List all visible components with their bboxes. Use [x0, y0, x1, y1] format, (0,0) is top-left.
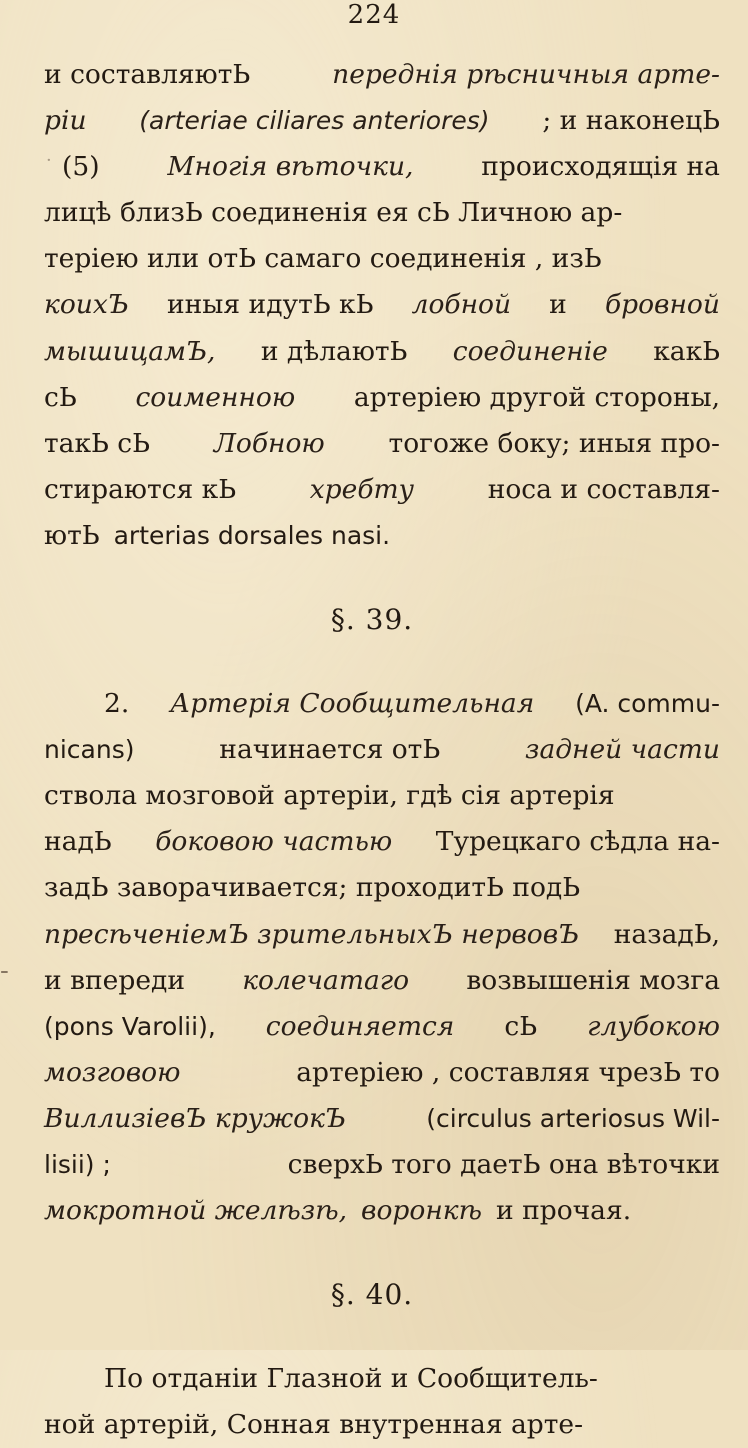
italic-term: (arteriae ciliares anteriores) [139, 106, 490, 136]
italic-term: лобной [411, 289, 512, 321]
italic-term: мокротной желѣзѣ, [44, 1195, 348, 1227]
ink-speck: · [46, 150, 52, 171]
text-segment: (circulus arteriosus Wil- [426, 1103, 720, 1133]
italic-term: задней части [524, 734, 720, 766]
text-line [44, 467, 720, 513]
text-segment: ; и наконецЬ [542, 105, 720, 137]
italic-term: коихЪ [44, 289, 129, 321]
text-line [44, 375, 720, 421]
text-segment: какЬ [653, 335, 720, 367]
text-segment: лицѣ близЬ соединенія ея сЬ Личною ар- [44, 197, 623, 229]
text-line [44, 865, 720, 911]
text-segment: (5) [62, 151, 100, 183]
text-segment: Турецкаго сѣдла на- [435, 826, 720, 858]
italic-term: глубокою [587, 1010, 720, 1042]
italic-term: хребту [309, 473, 415, 505]
text-line [44, 282, 720, 328]
italic-term: ВиллизіевЪ кружокЪ [44, 1102, 346, 1134]
page-number: 224 [347, 0, 401, 30]
italic-term: ріи [44, 105, 87, 137]
text-segment: артеріею другой стороны, [353, 381, 720, 413]
text-line [44, 819, 720, 865]
text-line [44, 1096, 720, 1142]
text-line [44, 144, 720, 190]
text-segment: и прочая. [496, 1195, 632, 1227]
text-segment: иныя идутЬ кЬ [166, 289, 374, 321]
text-line [44, 958, 720, 1004]
italic-term: колечатаго [242, 964, 410, 996]
text-line [44, 236, 720, 282]
text-segment: артеріею , составляя чрезЬ то [296, 1056, 720, 1088]
text-segment: сверхЬ того даетЬ она вѣточки [287, 1148, 720, 1180]
text-line [44, 98, 720, 144]
paragraph-section-39 [44, 681, 720, 1234]
text-segment: тогоже боку; иныя про- [388, 427, 720, 459]
italic-term: Артерія Сообщительная [170, 688, 535, 720]
italic-term: переднія рѣсничныя арте- [332, 59, 720, 90]
text-segment: По отданіи Глазной и Сообщитель- [104, 1363, 598, 1395]
text-line [44, 1402, 720, 1448]
text-segment: (pons Varolii), [44, 1011, 216, 1041]
italic-term: соименною [135, 381, 296, 413]
text-segment: носа и составля- [487, 473, 720, 505]
italic-term: воронкѣ [361, 1195, 482, 1227]
text-line [44, 912, 720, 958]
text-segment: сЬ [44, 381, 77, 413]
text-segment: назадЬ, [613, 918, 720, 950]
text-segment: ютЬ [44, 519, 100, 551]
italic-term: мозговою [44, 1056, 181, 1088]
italic-term: Лобною [213, 427, 325, 459]
paragraph-arteries-continued [44, 52, 720, 559]
text-segment: стираются кЬ [44, 473, 237, 505]
section-heading-39: §. 39. [330, 603, 414, 637]
text-segment: и составляютЬ [44, 59, 251, 90]
text-segment: и [549, 289, 567, 321]
text-segment: происходящія на [481, 151, 720, 183]
text-segment: (A. commu- [575, 689, 720, 719]
text-line [44, 329, 720, 375]
text-segment: начинается отЬ [219, 734, 441, 766]
text-segment: ной артерій, Сонная внутренная арте- [44, 1409, 584, 1441]
text-segment: lisii) ; [44, 1149, 111, 1179]
text-line [44, 1142, 720, 1188]
text-segment: 2. [104, 688, 130, 720]
text-segment: сЬ [504, 1010, 538, 1042]
text-line [44, 773, 720, 819]
italic-term: соединеніе [452, 335, 608, 367]
text-segment: задЬ заворачивается; проходитЬ подЬ [44, 872, 581, 904]
text-segment: arterias dorsales nasi. [113, 520, 391, 550]
text-segment: и впереди [44, 964, 185, 996]
text-line [44, 1050, 720, 1096]
text-line [44, 421, 720, 467]
italic-term: Многія вѣточки, [167, 151, 414, 183]
text-line [44, 1356, 720, 1402]
italic-term: бровной [604, 289, 720, 321]
text-line [44, 681, 720, 727]
text-segment: и дѣлаютЬ [260, 335, 408, 367]
text-line [44, 727, 720, 773]
text-line [44, 513, 720, 559]
margin-mark: - [0, 956, 9, 986]
italic-term: соединяется [265, 1010, 455, 1042]
text-line [44, 52, 720, 98]
italic-term: боковою частью [155, 826, 393, 858]
paragraph-section-40 [44, 1356, 720, 1448]
text-segment: возвышенія мозга [466, 964, 720, 996]
italic-term: пресѣченіемЪ зрительныхЪ нервовЪ [44, 918, 580, 950]
text-segment: надЬ [44, 826, 112, 858]
text-line [44, 1004, 720, 1050]
text-segment: ствола мозговой артеріи, гдѣ сія артерія [44, 780, 615, 812]
text-line [44, 190, 720, 236]
section-heading-40: §. 40. [330, 1278, 414, 1312]
text-line [44, 1188, 720, 1234]
body-text [44, 52, 720, 1448]
italic-term: мышицамЪ, [44, 335, 216, 367]
text-segment: nicans) [44, 735, 135, 765]
text-segment: такЬ сЬ [44, 427, 150, 459]
text-segment: теріею или отЬ самаго соединенія , изЬ [44, 243, 602, 275]
